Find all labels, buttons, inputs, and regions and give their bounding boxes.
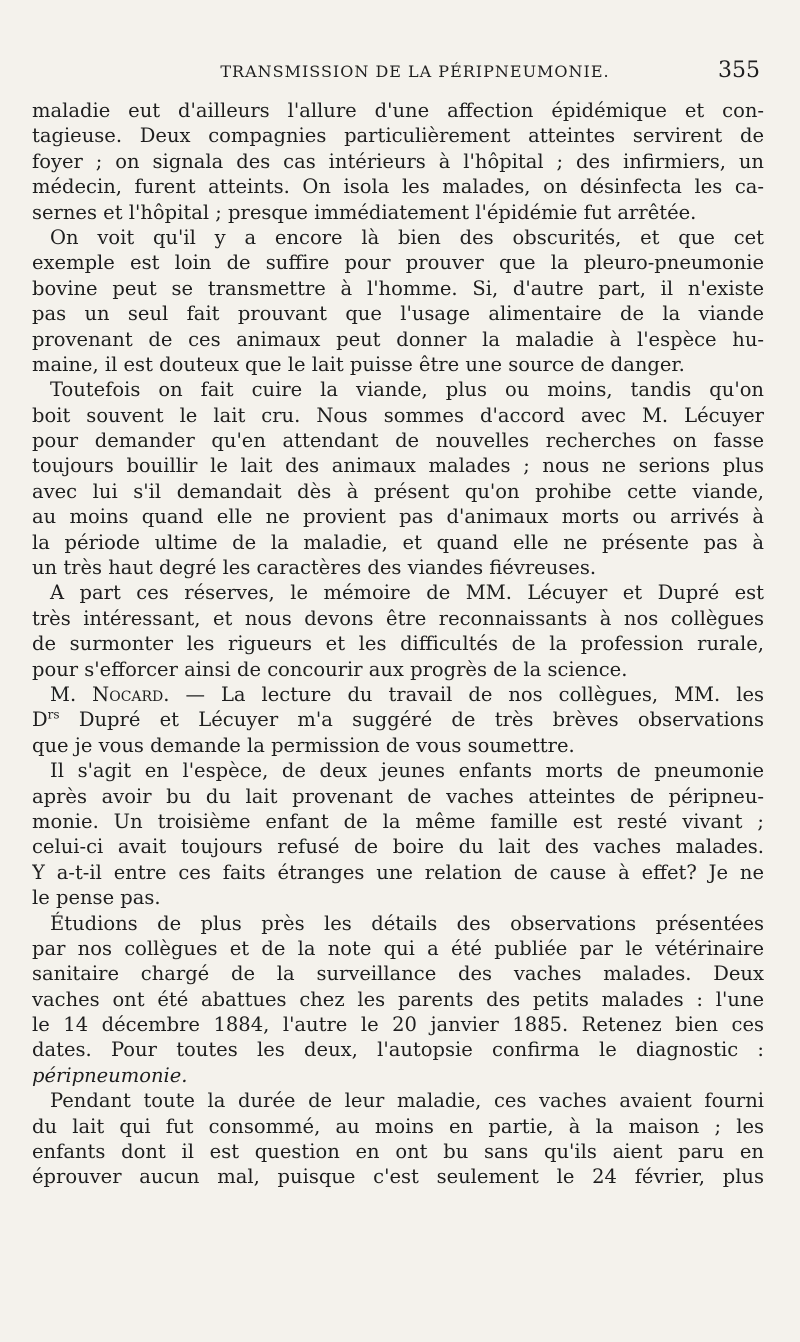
text-line: médecin, furent atteints. On isola les malades, on désinfecta les ca- <box>32 175 764 199</box>
text-line: Étudions de plus près les détails des observations présentées <box>50 911 764 935</box>
text-line: du lait qui fut consommé, au moins en partie, à la maison ; les <box>32 1114 764 1138</box>
text-line: sanitaire chargé de la surveillance des vaches malades. Deux <box>32 962 764 986</box>
text-line: dates. Pour toutes les deux, l'autopsie confirma le diagnostic : <box>32 1038 764 1062</box>
text-line: toujours bouillir le lait des animaux malades ; nous ne serions plus <box>32 454 764 478</box>
text-line: pour s'efforcer ainsi de concourir aux progrès de la science. <box>32 657 628 681</box>
drs-text: Dupré et Lécuyer m'a suggéré de très brèves observations <box>59 708 764 732</box>
text-line: monie. Un troisième enfant de la même famille est resté vivant ; <box>32 809 764 833</box>
drs-prefix: D <box>32 708 48 732</box>
text-line: un très haut degré les caractères des viandes fiévreuses. <box>32 556 597 580</box>
text-line: au moins quand elle ne provient pas d'animaux morts ou arrivés à <box>32 505 764 529</box>
speaker-name: M. Nocard. <box>50 682 170 706</box>
text-line: provenant de ces animaux peut donner la maladie à l'espèce hu- <box>32 327 764 351</box>
text-line: A part ces réserves, le mémoire de MM. Lécuyer et Dupré est <box>50 581 764 605</box>
text-line: tagieuse. Deux compagnies particulièrement atteintes servirent de <box>32 124 764 148</box>
text-line: pour demander qu'en attendant de nouvelles recherches on fasse <box>32 429 764 453</box>
text-line: Y a-t-il entre ces faits étranges une relation de cause à effet? Je ne <box>32 860 764 884</box>
text-line: foyer ; on signala des cas intérieurs à l'hôpital ; des infirmiers, un <box>32 149 764 173</box>
speaker-text: — La lecture du travail de nos collègues, MM. les <box>169 682 764 706</box>
text-line: éprouver aucun mal, puisque c'est seulement le 24 février, plus <box>32 1165 764 1189</box>
text-line: après avoir bu du lait provenant de vaches atteintes de péripneu- <box>32 784 764 808</box>
text-line: pas un seul fait prouvant que l'usage alimentaire de la viande <box>32 302 764 326</box>
running-head <box>32 58 764 98</box>
text-line: maine, il est douteux que le lait puisse être une source de danger. <box>32 352 685 376</box>
text-line: maladie eut d'ailleurs l'allure d'une affection épidémique et con- <box>32 99 764 122</box>
running-title: TRANSMISSION DE LA PÉRIPNEUMONIE. <box>220 62 610 81</box>
text-line: Il s'agit en l'espèce, de deux jeunes enfants morts de pneumonie <box>50 759 764 783</box>
text-line: la période ultime de la maladie, et quand elle ne présente pas à <box>32 530 764 554</box>
text-line: par nos collègues et de la note qui a été publiée par le vétérinaire <box>32 936 764 960</box>
text-line <box>32 707 764 732</box>
text-line: enfants dont il est question en ont bu sans qu'ils aient paru en <box>32 1140 764 1164</box>
text-line: Pendant toute la durée de leur maladie, ces vaches avaient fourni <box>50 1089 764 1113</box>
text-line: Toutefois on fait cuire la viande, plus ou moins, tandis qu'on <box>50 378 764 402</box>
text-line: vaches ont été abattues chez les parents des petits malades : l'une <box>32 987 764 1011</box>
body-text <box>32 98 764 1190</box>
text-line: sernes et l'hôpital ; presque immédiatement l'épidémie fut arrêtée. <box>32 200 697 224</box>
text-line: On voit qu'il y a encore là bien des obscurités, et que cet <box>50 225 764 249</box>
text-line: avec lui s'il demandait dès à présent qu'on prohibe cette viande, <box>32 479 764 503</box>
text-line: le 14 décembre 1884, l'autre le 20 janvier 1885. Retenez bien ces <box>32 1013 764 1037</box>
text-line: de surmonter les rigueurs et les difficultés de la profession rurale, <box>32 632 764 656</box>
text-line: que je vous demande la permission de vous soumettre. <box>32 733 575 757</box>
text-line: exemple est loin de suffire pour prouver que la pleuro-pneumonie <box>32 251 764 275</box>
text-line <box>32 682 764 707</box>
text-line: celui-ci avait toujours refusé de boire du lait des vaches malades. <box>32 835 764 859</box>
page-number: 355 <box>718 58 760 83</box>
text-line: très intéressant, et nous devons être reconnaissants à nos collègues <box>32 606 764 630</box>
text-line: péripneumonie. <box>32 1063 188 1087</box>
drs-superscript: rs <box>47 707 60 722</box>
text-line: bovine peut se transmettre à l'homme. Si, d'autre part, il n'existe <box>32 276 764 300</box>
text-line: le pense pas. <box>32 886 161 910</box>
text-line: boit souvent le lait cru. Nous sommes d'accord avec M. Lécuyer <box>32 403 764 427</box>
